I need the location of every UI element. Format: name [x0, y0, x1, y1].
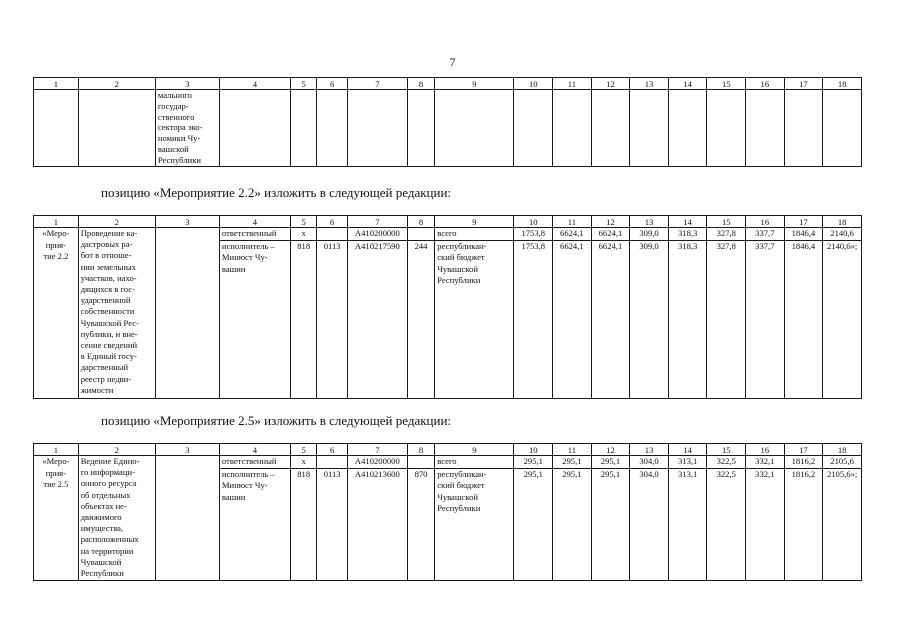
header-cell: 13: [630, 78, 669, 90]
header-cell: 8: [407, 78, 434, 90]
header-cell: 12: [591, 78, 630, 90]
instruction-text-2-5: позицию «Мероприятие 2.5» изложить в следующей редакции:: [101, 413, 452, 428]
table-row: «Меро- прия- тие 2.2 Проведение ка- дастровых ра- бот в отноше- нии земельных участков, нахо- дящихся в гос- ударственной собственности Чувашской Рес- публики, и вне- сение сведений в Единый госу- дарственный реестр недви- жимости ответственный x A410200000 всего 1753,8 6624,1 6624,1 309,0 318,3 327,8 337,7 1846,4 2140,6: [34, 228, 862, 241]
measure-description-cell: Ведение Едино- го информаци- онного ресурса об отдельных объектах не- движимого имущества, расположенных на территории Чувашской Республики: [78, 456, 155, 581]
header-cell: 18: [823, 78, 862, 90]
header-cell: 5: [291, 78, 317, 90]
header-cell: 15: [707, 78, 746, 90]
header-cell: 11: [553, 78, 592, 90]
header-cell: 10: [514, 78, 553, 90]
table-row: исполнитель – Минюст Чу- вашии 818 0113 A410213600 870 республикан- ский бюджет Чувашской Республики 295,1 295,1 295,1 304,0 313,1 322,5 332,1 1816,2 2105,6»;: [34, 468, 862, 580]
header-cell: 3: [155, 78, 219, 90]
header-row: [34, 78, 862, 90]
table-row: исполнитель – Минюст Чу- вашии 818 0113 A410217590 244 республикан- ский бюджет Чувашской Республики 1753,8 6624,1 6624,1 309,0 318,3 327,8 337,7 1846,4 2140,6»;: [34, 240, 862, 398]
executor-cell: [155, 456, 219, 581]
measure-description-cell: Проведение ка- дастровых ра- бот в отноше- нии земельных участков, нахо- дящихся в гос- ударственной собственности Чувашской Рес- публики, и вне- сение сведений в Единый госу- дарственный реестр недви- жимости: [78, 228, 155, 399]
header-cell: 7: [347, 78, 407, 90]
header-cell: 14: [668, 78, 707, 90]
continuation-table: [33, 77, 862, 167]
measure-id-cell: «Меро- прия- тие 2.5: [34, 456, 79, 581]
measure-2-5-table: [33, 443, 862, 581]
header-cell: 1: [34, 78, 79, 90]
header-cell: 4: [219, 78, 290, 90]
table-row: [34, 90, 862, 167]
instruction-text-2-2: позицию «Мероприятие 2.2» изложить в следующей редакции:: [101, 185, 452, 200]
header-cell: 6: [317, 78, 347, 90]
executor-description-cell: мального государ- ственного сектора эко- номики Чу- вашской Республики: [155, 90, 219, 167]
page-number: 7: [449, 55, 456, 69]
measure-id-cell: «Меро- прия- тие 2.2: [34, 228, 79, 399]
header-cell: 16: [746, 78, 785, 90]
header-row: 1 2 3 4 5 6 7 8 9 10 11 12 13 14 15 16 17 18: [34, 216, 862, 228]
header-cell: 9: [435, 78, 514, 90]
table-row: «Меро- прия- тие 2.5 Ведение Едино- го информаци- онного ресурса об отдельных объектах не- движимого имущества, расположенных на территории Чувашской Республики ответственный x A410200000 всего 295,1 295,1 295,1 304,0 313,1 322,5 332,1 1816,2 2105,6: [34, 456, 862, 469]
header-cell: 2: [78, 78, 155, 90]
header-row: 1 2 3 4 5 6 7 8 9 10 11 12 13 14 15 16 17 18: [34, 444, 862, 456]
measure-2-2-table: [33, 215, 862, 399]
header-cell: 17: [784, 78, 823, 90]
executor-cell: [155, 228, 219, 399]
